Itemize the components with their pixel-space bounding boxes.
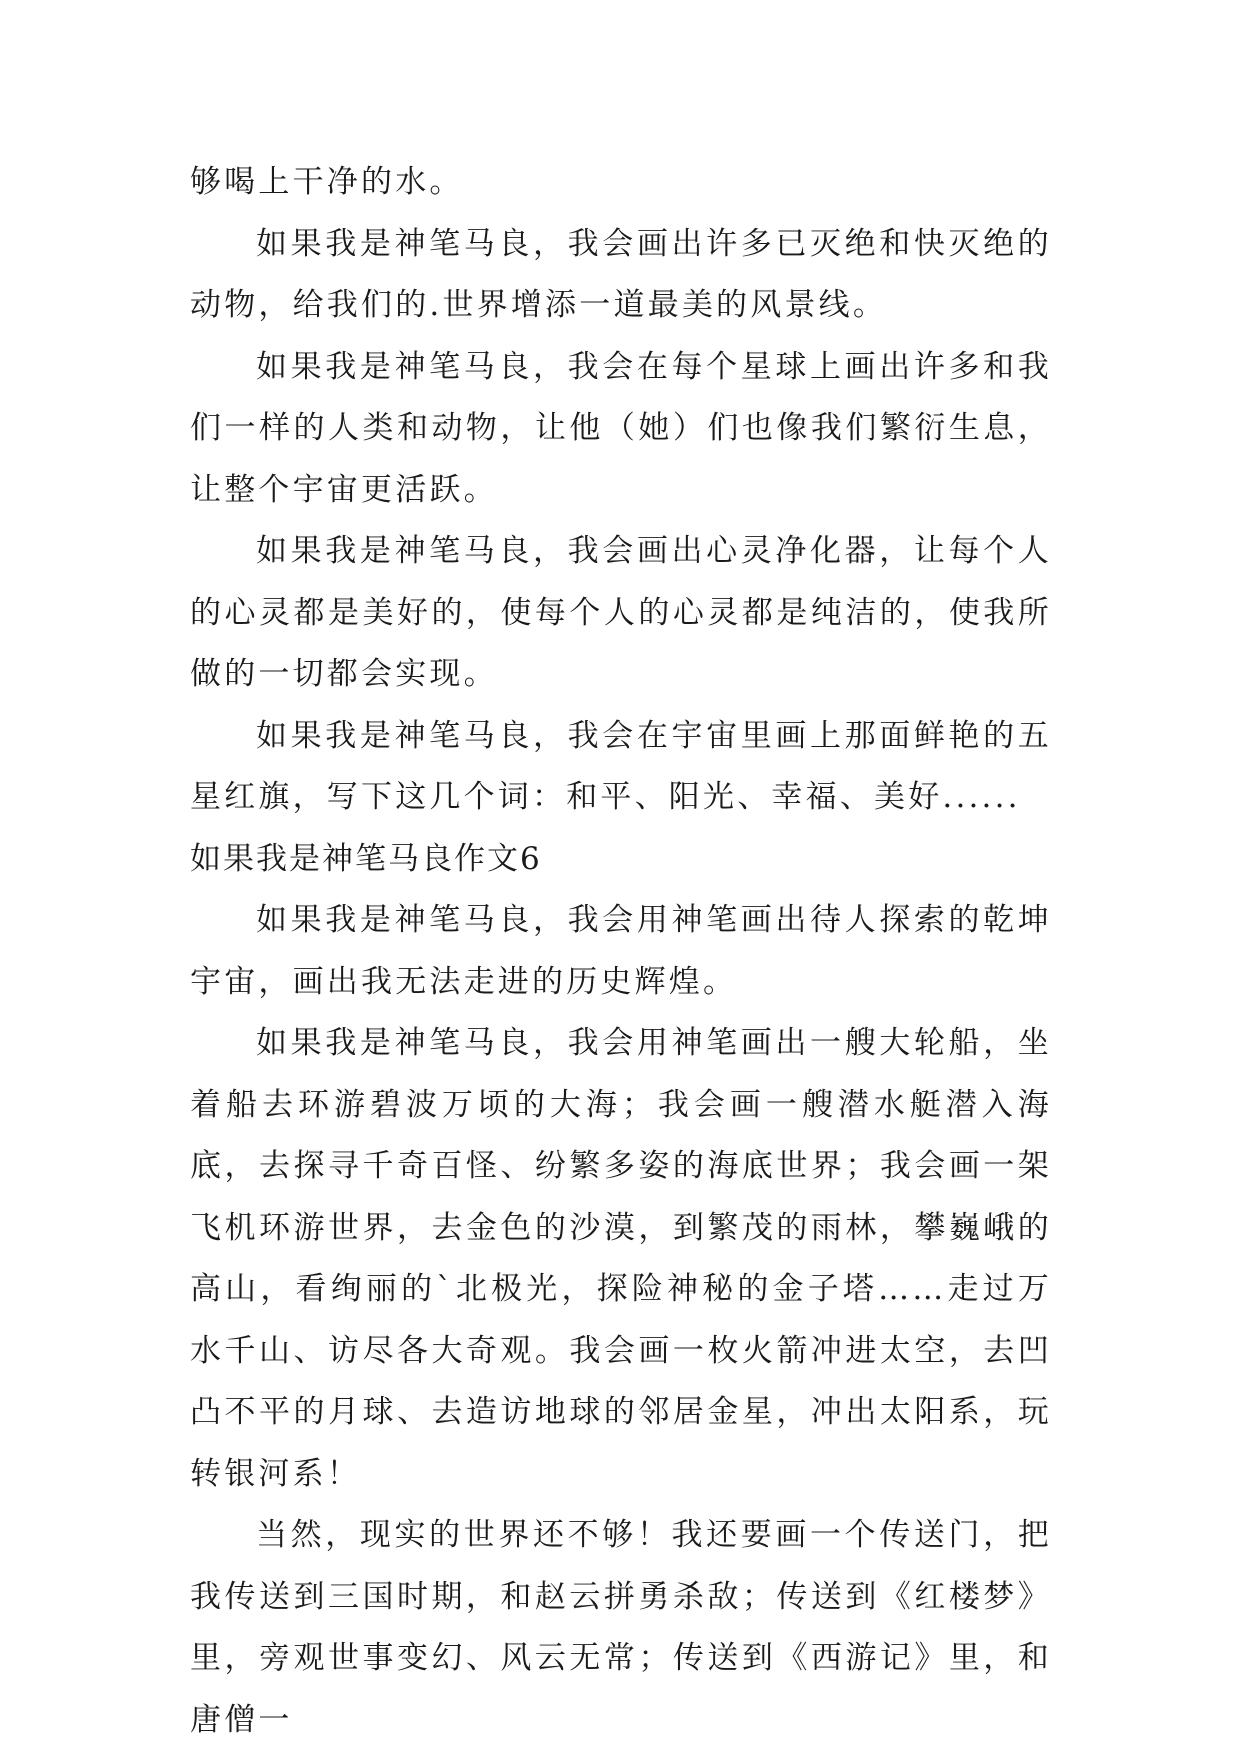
- paragraph: 如果我是神笔马良，我会在每个星球上画出许多和我们一样的人类和动物，让他（她）们也像我们繁衍生息，让整个宇宙更活跃。: [190, 348, 1052, 508]
- paragraph: 如果我是神笔马良，我会画出许多已灭绝和快灭绝的动物，给我们的.世界增添一道最美的风景线。: [190, 225, 1052, 323]
- document-page: [190, 152, 1052, 1751]
- paragraph: 如果我是神笔马良，我会画出心灵净化器，让每个人的心灵都是美好的，使每个人的心灵都是纯洁的，使我所做的一切都会实现。: [190, 533, 1052, 692]
- paragraph: 如果我是神笔马良，我会在宇宙里画上那面鲜艳的五星红旗，写下这几个词：和平、阳光、幸福、美好......: [190, 717, 1052, 815]
- paragraph: 如果我是神笔马良，我会用神笔画出一艘大轮船，坐着船去环游碧波万顷的大海；我会画一艘潜水艇潜入海底，去探寻千奇百怪、纷繁多姿的海底世界；我会画一架飞机环游世界，去金色的沙漠，到繁茂的雨林，攀巍峨的高山，看绚丽的`北极光，探险神秘的金子塔……走过万水千山、访尽各大奇观。我会画一枚火箭冲进太空，去凹凸不平的月球、去造访地球的邻居金星，冲出太阳系，玩转银河系！: [190, 1025, 1052, 1492]
- paragraph: 如果我是神笔马良，我会用神笔画出待人探索的乾坤宇宙，画出我无法走进的历史辉煌。: [190, 902, 1052, 1000]
- paragraph: 够喝上干净的水。: [190, 164, 464, 200]
- section-heading: 如果我是神笔马良作文6: [190, 840, 542, 877]
- paragraph: 当然，现实的世界还不够！我还要画一个传送门，把我传送到三国时期，和赵云拼勇杀敌；传送到《红楼梦》里，旁观世事变幻、风云无常；传送到《西游记》里，和唐僧一: [190, 1517, 1052, 1738]
